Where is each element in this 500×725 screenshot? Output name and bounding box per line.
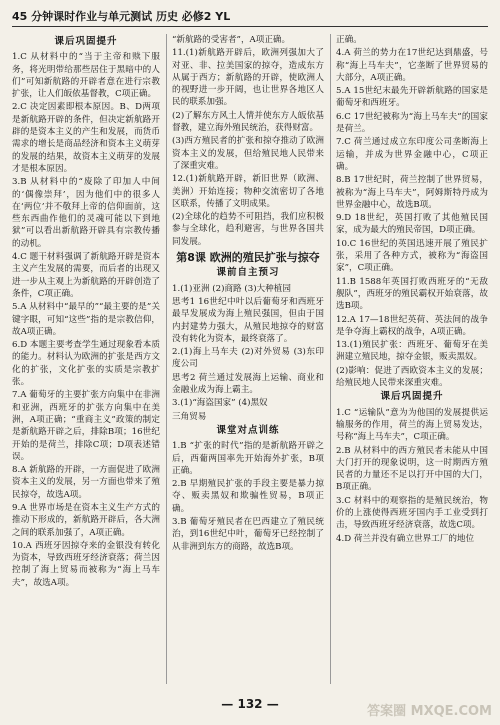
answer-item: 8.B 17世纪时，荷兰控制了世界贸易，被称为“海上马车夫”，阿姆斯特丹成为世界金融中心，故选B项。 xyxy=(336,175,488,210)
answer-item: 1.(1)亚洲 (2)商路 (3)大种植园 xyxy=(172,283,291,294)
answer-item: (2)全球化的趋势不可阻挡，我们应积极参与全球化，趋利避害，与世界各国共同发展。 xyxy=(172,212,324,247)
answer-item: 7.C 荷兰通过成立东印度公司垄断海上运输，并成为世界金融中心，C项正确。 xyxy=(336,137,488,172)
column-divider xyxy=(330,34,331,684)
answer-item: 3.(1)“海盗国家” (4)黑奴 xyxy=(172,398,268,409)
answer-item: 6.C 17世纪被称为“海上马车夫”的国家是荷兰。 xyxy=(336,111,488,135)
answer-item: 9.A 世界市场是在资本主义生产方式的推动下形成的，新航路开辟后，各大洲之间的联系加强了，A项正确。 xyxy=(12,502,160,538)
page-number: — 132 — xyxy=(221,697,279,711)
answer-item: 1.C 从材料中的“当于主帝和赎下服务，将光明带给那些居住于黑暗中的人们”可知新航路的开辟者意在进行宗教扩张，让人们皈依基督教，C项正确。 xyxy=(12,52,160,100)
column-divider xyxy=(166,34,167,684)
answer-item: 8.A 新航路的开辟，一方面促进了欧洲资本主义的发展，另一方面也带来了殖民掠夺，故选A项。 xyxy=(12,465,160,500)
answer-item: 6.D 本题主要考查学生通过现象看本质的能力。材料认为欧洲的扩张是西方文化的扩张，文化扩张的实质是宗教扩张。 xyxy=(12,340,160,388)
answer-item: 三角贸易 xyxy=(172,411,207,422)
answer-item: 正确。 xyxy=(336,35,362,45)
answer-item: 4.D 荷兰并没有确立世界工厂的地位 xyxy=(336,533,475,544)
answer-item: 12.A 17—18世纪英荷、英法间的战争是争夺海上霸权的战争，A项正确。 xyxy=(336,314,488,337)
answer-item: 5.A 15世纪末最先开辟新航路的国家是葡萄牙和西班牙。 xyxy=(336,86,488,109)
answer-item: 4.C 题干材料强调了新航路开辟是资本主义产生发展的需要，而后者的出现又进一步从主观上为新航路的开辟创造了条件，C项正确。 xyxy=(12,252,160,299)
column-1 xyxy=(12,34,160,684)
answer-item: 7.A 葡萄牙的主要扩张方向集中在非洲和亚洲，西班牙的扩张方向集中在美洲，A项正确；“重商主义”政策的制定是新航路开辟之后，排除B项；16世纪开始的是荷兰，排除C项；D项表述错误。 xyxy=(12,390,160,462)
answer-item: 1.B “扩张的时代”指的是新航路开辟之后，西葡两国率先开始海外扩张，B项正确。 xyxy=(172,441,324,476)
section-title: 课后巩固提升 xyxy=(380,391,444,403)
answer-item: 3.B 从材料中的“废除了印加人中间的‘偶像崇拜’，因为他们中的很多人在‘两位’并不敬拜上帝的信仰面前，这些东西曲作他们的灵魂可能以下到地狱”可以看出新航路开辟具有宗教传播的动机。 xyxy=(12,177,160,249)
answer-item: 2.B 从材料中的西方殖民者未能从中国大门打开的现象说明，这一时期西方殖民者的力量还不足以打开中国的大门，B项正确。 xyxy=(336,445,488,493)
answer-item: 10.C 16世纪的英国迅速开展了殖民扩张，采用了各种方式，被称为“海盗国家”，C项正确。 xyxy=(336,238,488,274)
watermark-logo: 答案圈 MXQE.COM xyxy=(367,704,492,719)
answer-item: 2.B 早期殖民扩张的手段主要是暴力掠夺、贩卖黑奴和欺骗性贸易，B项正确。 xyxy=(172,479,324,514)
header-title: 45 分钟课时作业与单元测试 历史 必修2 YL xyxy=(12,10,231,23)
answer-item: 思考2 荷兰通过发展海上运输、商业和金融业成为海上霸主。 xyxy=(172,372,324,396)
answer-item: 3.B 葡萄牙殖民者在巴西建立了殖民统治，到16世纪中叶，葡萄牙已经控制了从非洲到东方的商路，故选B项。 xyxy=(172,516,324,552)
answer-item: (2)了解东方风土人情并使东方人皈依基督教，建立海外殖民统治，获得财富。 xyxy=(172,110,324,134)
column-3 xyxy=(336,34,488,684)
answer-item: 10.A 西班牙因掠夺来的金银没有转化为资本，导致西班牙经济衰落；荷兰因控制了海上贸易而被称为“海上马车夫”，故选A项。 xyxy=(12,540,160,588)
page-header xyxy=(12,6,488,27)
answer-item: “新航路的受害者”，A项正确。 xyxy=(172,35,291,45)
answer-item: 5.A 从材料中“最早的”“最主要的是”关键字眼，可知“这些”指的是宗教信仰，故A项正确。 xyxy=(12,302,160,337)
answer-item: (2)影响：促进了西欧资本主义的发展；给殖民地人民带来深重灾难。 xyxy=(336,365,488,389)
answer-item: 1.C “运输队”意为为他国的发展提供运输服务的作用，荷兰的海上贸易发达，号称“海上马车夫”，C项正确。 xyxy=(336,407,488,443)
answer-item: (3)西方殖民者的扩张和掠夺推动了欧洲资本主义的发展，但给殖民地人民带来了深重灾难。 xyxy=(172,136,324,171)
answer-item: 2.C 决定因素即根本原因。B、D两项是新航路开辟的条件，但决定新航路开辟的是资本主义的产生和发展，而货币需求的增长是商品经济和资本主义萌芽的发展的结果，故资本主义萌芽的发展才是根本原因。 xyxy=(12,102,160,174)
answer-item: 11.B 1588年英国打败西班牙的“无敌舰队”，西班牙的殖民霸权开始衰落，故选B项。 xyxy=(336,276,488,312)
answer-item: 思考1 16世纪中叶以后葡萄牙和西班牙最早发展成为海上殖民强国，但由于国内封建势力强大，从殖民地掠夺的财富没有转化为资本，最终衰落了。 xyxy=(172,296,324,344)
answer-item: 2.(1)海上马车夫 (2)对外贸易 (3)东印度公司 xyxy=(172,347,324,370)
section-title: 课前自主预习 xyxy=(216,267,280,279)
column-2 xyxy=(172,34,324,684)
answer-item: 3.C 材料中的观察指的是殖民统治，物价的上涨使得西班牙国内手工业受到打击，导致西班牙经济衰落，故选C项。 xyxy=(336,495,488,531)
section-title: 课堂对点训练 xyxy=(216,424,280,436)
section-title: 课后巩固提升 xyxy=(54,36,118,47)
answer-item: 4.A 荷兰的势力在17世纪达到鼎盛，号称“海上马车夫”，它垄断了世界贸易的大部分，A项正确。 xyxy=(336,48,488,83)
answer-item: 12.(1)新航路开辟，新旧世界（欧洲、美洲）开始连接；物种交流密切了各地区联系，传播了文明成果。 xyxy=(172,174,324,209)
answer-item: 13.(1)殖民扩张：西班牙、葡萄牙在美洲建立殖民地，掠夺金银，贩卖黑奴。 xyxy=(336,340,488,363)
lesson-title: 第8课 欧洲的殖民扩张与掠夺 xyxy=(176,251,320,265)
answer-item: 9.D 18世纪，英国打败了其他殖民国家，成为最大的殖民帝国，D项正确。 xyxy=(336,213,488,236)
answer-item: 11.(1)新航路开辟后，欧洲列强加大了对亚、非、拉美国家的掠夺，造成东方从属于西方；新航路的开辟，使欧洲人的视野进一步开阔，也让世界各地区人民的联系加强。 xyxy=(172,48,324,108)
